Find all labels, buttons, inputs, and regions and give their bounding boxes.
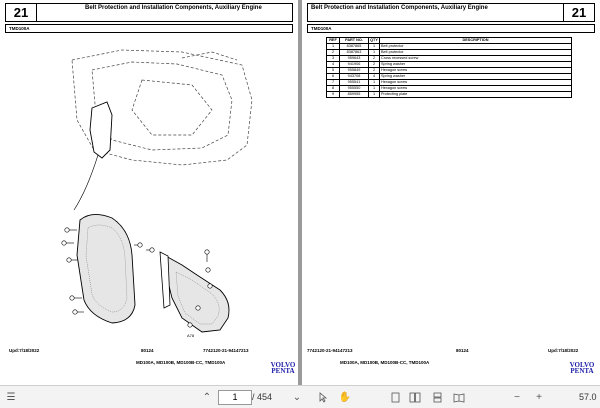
document-reference: 7742120-21-94147213	[203, 348, 249, 353]
updated-date: Upd:7/18/2022	[9, 348, 40, 353]
column-header: QTY	[370, 38, 378, 42]
qty-cell: 1	[369, 50, 380, 56]
qty-cell: 2	[369, 68, 380, 74]
qty-cell: 1	[369, 86, 380, 92]
logo-line2: PENTA	[271, 367, 295, 375]
zoom-level[interactable]: 57.0	[579, 392, 597, 402]
qty-cell: 1	[369, 92, 380, 98]
ref-cell: 4	[327, 62, 340, 68]
description-cell: Protecting plate	[380, 92, 572, 98]
model-list: MD100A, MD100B, MD100B-CC, TMD100A	[340, 360, 430, 365]
svg-text:A78: A78	[187, 333, 195, 338]
page-number: 80124	[141, 348, 154, 353]
two-page-icon[interactable]	[408, 390, 422, 404]
page-number: 80124	[456, 348, 469, 353]
belt-protector-large	[77, 214, 135, 323]
qty-cell: 1	[369, 44, 380, 50]
part-no-cell: 955541	[340, 80, 369, 86]
updated-date: Upd:7/18/2022	[548, 348, 579, 353]
page-title: Belt Protection and Installation Components, Auxiliary Engine	[85, 5, 262, 11]
left-page	[0, 0, 298, 385]
description-cell: Cross recessed screw	[380, 56, 572, 62]
hand-tool-icon[interactable]: ✋	[338, 391, 352, 403]
book-view-icon[interactable]	[452, 390, 466, 404]
table-row	[327, 92, 572, 98]
part-no-cell: 955550	[340, 86, 369, 92]
sidebar-toggle-icon[interactable]: ☰	[6, 391, 16, 403]
part-no-cell: 8387863	[340, 50, 369, 56]
description-cell: Belt protector	[380, 44, 572, 50]
logo-line1: VOLVO	[270, 361, 296, 369]
volvo-penta-logo	[569, 362, 595, 374]
part-no-cell: 8387865	[340, 44, 369, 50]
qty-cell: 1	[369, 80, 380, 86]
page-number-input[interactable]: 1	[218, 390, 252, 405]
section-number: 21	[6, 4, 37, 21]
zoom-out-icon[interactable]: −	[514, 391, 520, 403]
page-header	[307, 3, 595, 22]
part-no-cell: 959643	[340, 56, 369, 62]
right-page	[302, 0, 600, 385]
scroll-mode-icon[interactable]	[430, 390, 444, 404]
page-title: Belt Protection and Installation Components, Auxiliary Engine	[311, 5, 488, 11]
qty-cell: 2	[369, 62, 380, 68]
ref-cell: 2	[327, 50, 340, 56]
part-no-cell: 859955	[340, 92, 369, 98]
ref-cell: 6	[327, 74, 340, 80]
total-pages: / 454	[252, 392, 273, 402]
part-no-cell: 943708	[340, 74, 369, 80]
logo-line1: VOLVO	[569, 361, 595, 369]
exploded-parts-drawing	[32, 40, 262, 340]
next-page-icon[interactable]: ⌄	[292, 391, 302, 403]
ref-cell: 8	[327, 86, 340, 92]
page-header	[5, 3, 293, 22]
select-cursor-icon[interactable]	[316, 390, 330, 404]
part-no-cell: 955849	[340, 68, 369, 74]
part-no-cell: 941906	[340, 62, 369, 68]
volvo-penta-logo	[270, 362, 296, 374]
single-page-icon[interactable]	[388, 390, 402, 404]
previous-page-icon[interactable]: ⌃	[202, 391, 212, 403]
description-cell: Spring washer	[380, 74, 572, 80]
logo-line2: PENTA	[570, 367, 594, 375]
model-list: MD100A, MD100B, MD100B-CC, TMD100A	[136, 360, 226, 365]
viewer-toolbar	[0, 385, 600, 408]
description-cell: Hexagon screw	[380, 86, 572, 92]
section-number: 21	[563, 4, 594, 21]
engine-label: TMD100A	[5, 24, 293, 33]
description-cell: Hexagon screw	[380, 80, 572, 86]
document-reference: 7742120-21-94147213	[307, 348, 353, 353]
ref-cell: 7	[327, 80, 340, 86]
parts-table	[326, 37, 572, 98]
qty-cell: 2	[369, 56, 380, 62]
ref-cell: 5	[327, 68, 340, 74]
engine-label: TMD100A	[307, 24, 595, 33]
description-cell: Hexagon screw	[380, 68, 572, 74]
zoom-in-icon[interactable]: +	[536, 391, 542, 403]
description-cell: Spring washer	[380, 62, 572, 68]
column-header: DESCRIPTION	[380, 38, 572, 44]
ref-cell: 1	[327, 44, 340, 50]
qty-cell: 4	[369, 74, 380, 80]
description-cell: Belt protector	[380, 50, 572, 56]
column-header: PART NO.	[340, 38, 369, 44]
ref-cell: 9	[327, 92, 340, 98]
belt-protector-small	[160, 252, 229, 332]
column-header: REF	[327, 38, 340, 44]
ref-cell: 3	[327, 56, 340, 62]
